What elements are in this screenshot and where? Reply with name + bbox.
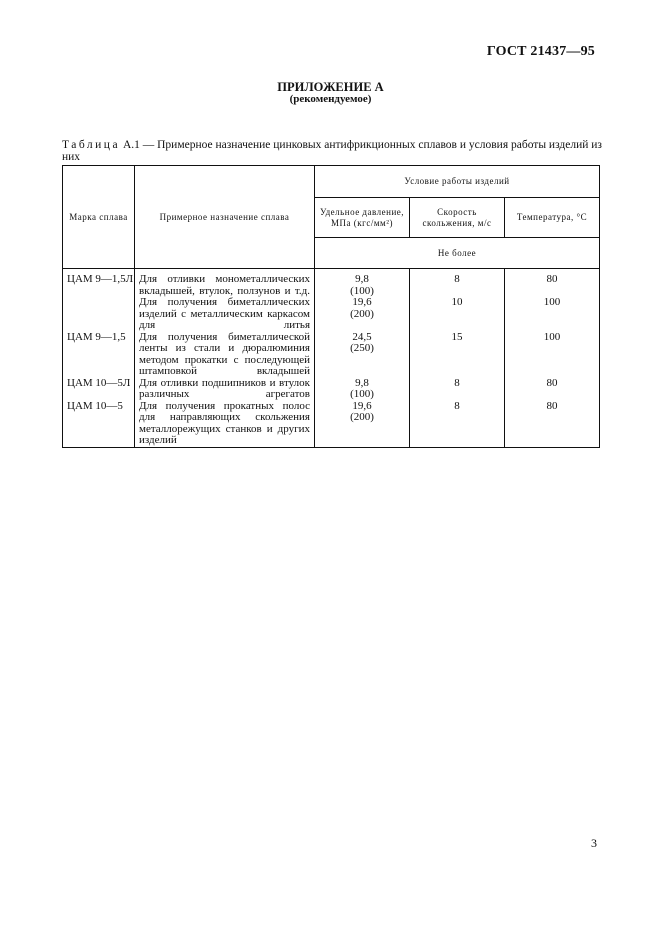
- table-caption: [62, 139, 602, 163]
- cell-purpose: Для получения биметаллической ленты из стали и дюралюминия методом прокатки с последующей штамповкой вкладышей: [135, 332, 315, 378]
- cell-speed: 15: [410, 332, 505, 378]
- table-caption-word: Таблица: [62, 139, 121, 151]
- cell-temperature: 100: [505, 332, 600, 378]
- cell-speed: 8: [410, 401, 505, 448]
- appendix-subtitle: (рекомендуемое): [289, 93, 372, 105]
- cell-purpose: Для получения биметаллических изделий с металлическим каркасом для литья: [135, 297, 315, 332]
- table-row: [63, 274, 600, 297]
- cell-temperature: 80: [505, 274, 600, 297]
- header-temperature: Температура, °С: [505, 198, 600, 238]
- table-row: [63, 401, 600, 448]
- document-code: ГОСТ 21437—95: [486, 44, 595, 59]
- cell-pressure: 9,8 (100): [315, 378, 410, 401]
- cell-purpose: Для получения прокатных полос для направляющих скольжения металлорежущих станков и других изделий: [135, 401, 315, 448]
- cell-pressure: 19,6 (200): [315, 401, 410, 448]
- header-speed: Скорость скольжения, м/с: [410, 198, 505, 238]
- cell-temperature: 80: [505, 378, 600, 401]
- header-conditions: Условие работы изделий: [315, 166, 600, 198]
- cell-grade: ЦАМ 10—5Л: [63, 378, 135, 401]
- table-row: [63, 378, 600, 401]
- header-grade: Марка сплава: [63, 166, 135, 269]
- cell-grade: ЦАМ 10—5: [63, 401, 135, 448]
- header-limit: Не более: [315, 238, 600, 269]
- cell-speed: 10: [410, 297, 505, 332]
- table-row: [63, 332, 600, 378]
- appendix-title: ПРИЛОЖЕНИЕ А: [277, 80, 384, 94]
- cell-pressure: 19,6 (200): [315, 297, 410, 332]
- cell-purpose: Для отливки монометаллических вкладышей, втулок, ползунов и т.д.: [135, 274, 315, 297]
- cell-temperature: 80: [505, 401, 600, 448]
- cell-speed: 8: [410, 274, 505, 297]
- cell-pressure: 24,5 (250): [315, 332, 410, 378]
- cell-grade: ЦАМ 9—1,5: [63, 332, 135, 378]
- cell-speed: 8: [410, 378, 505, 401]
- header-pressure: Удельное давление, МПа (кгс/мм²): [315, 198, 410, 238]
- table-row: [63, 297, 600, 332]
- page-number: 3: [591, 836, 597, 850]
- cell-grade: [63, 297, 135, 332]
- cell-purpose: Для отливки подшипников и втулок различных агрегатов: [135, 378, 315, 401]
- header-purpose: Примерное назначение сплава: [135, 166, 315, 269]
- cell-temperature: 100: [505, 297, 600, 332]
- cell-grade: ЦАМ 9—1,5Л: [63, 274, 135, 297]
- table-caption-text: А.1 — Примерное назначение цинковых антифрикционных сплавов и условия работы изделий из них: [62, 139, 602, 163]
- alloy-table: [62, 165, 600, 448]
- cell-pressure: 9,8 (100): [315, 274, 410, 297]
